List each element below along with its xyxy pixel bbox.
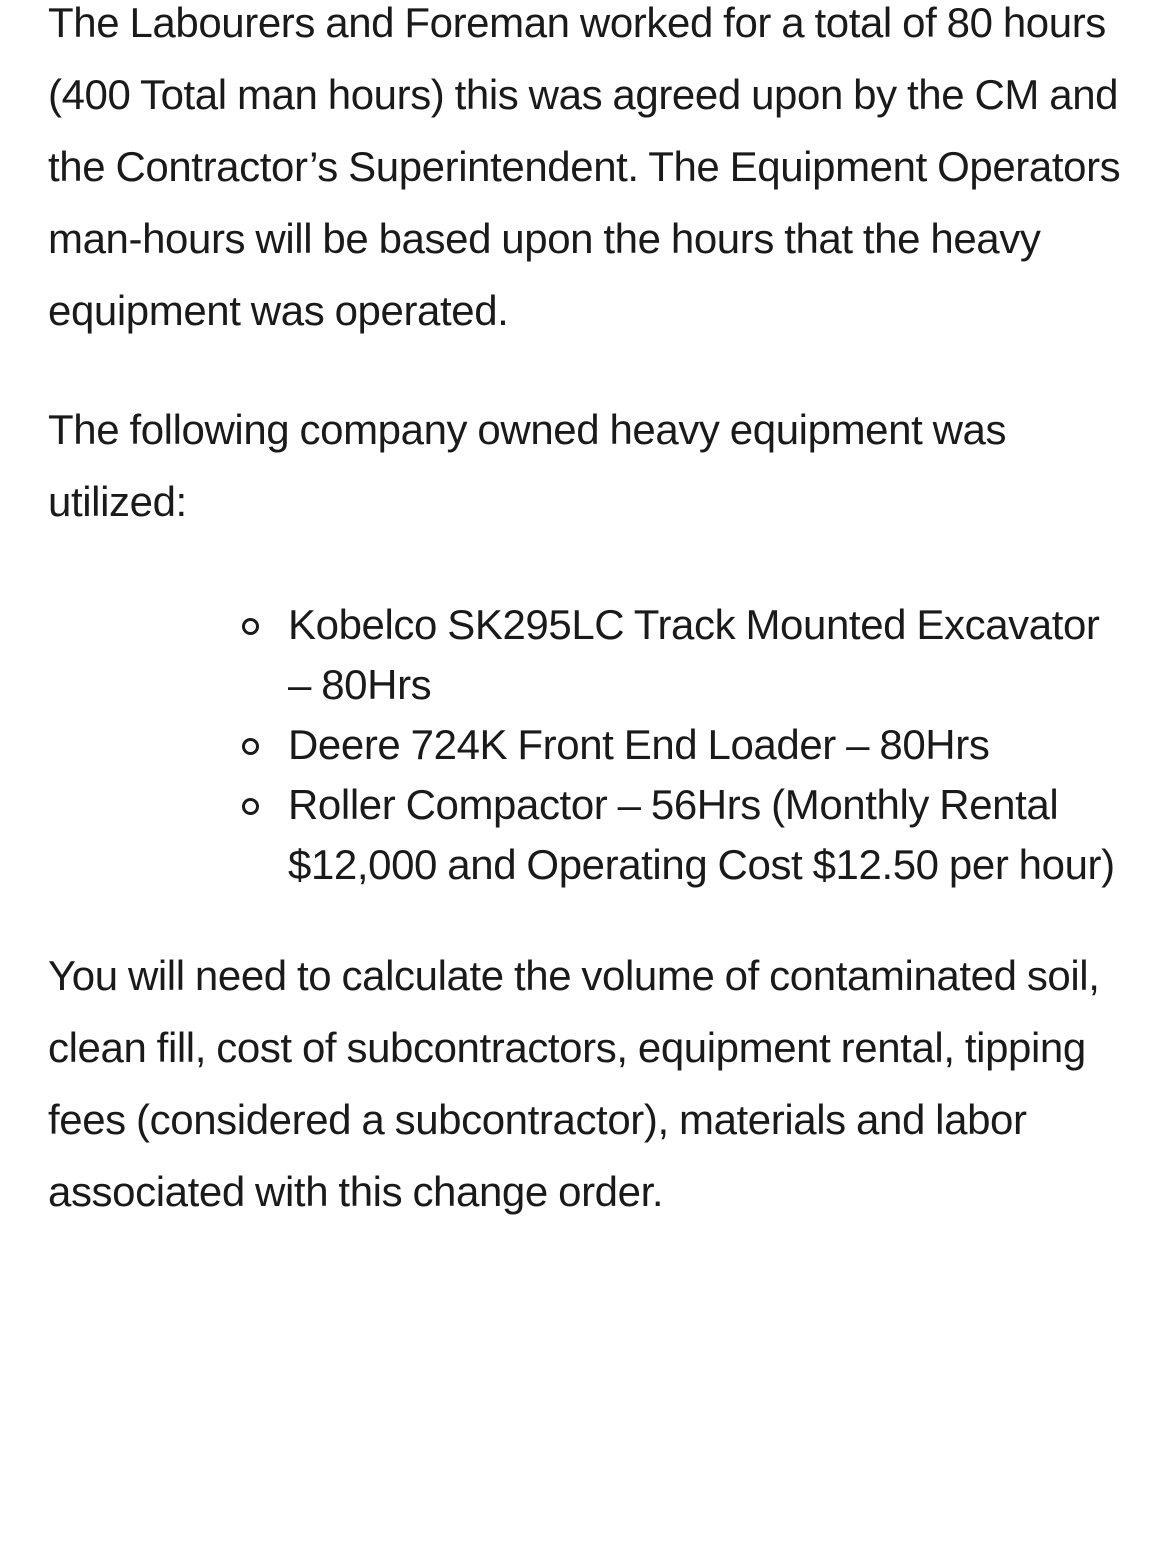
list-item-roller-compactor xyxy=(288,775,1128,895)
hollow-bullet-icon xyxy=(242,798,259,815)
list-item-excavator xyxy=(288,595,1128,715)
equipment-list xyxy=(48,595,1128,895)
list-item-loader xyxy=(288,715,1128,775)
list-item-text: Roller Compactor – 56Hrs (Monthly Rental $12,000 and Operating Cost $12.50 per hour) xyxy=(288,781,1115,888)
list-item-text: Deere 724K Front End Loader – 80Hrs xyxy=(288,721,990,768)
paragraph-calculation-instructions: You will need to calculate the volume of contaminated soil, clean fill, cost of subcontractors, equipment rental, tipping fees (considered a subcontractor), materials and labor associated with this change order. xyxy=(48,952,1100,1215)
document-body xyxy=(48,0,1128,1228)
hollow-bullet-icon xyxy=(242,738,259,755)
paragraph-equipment-intro: The following company owned heavy equipment was utilized: xyxy=(48,406,1007,525)
hollow-bullet-icon xyxy=(242,618,259,635)
list-item-text: Kobelco SK295LC Track Mounted Excavator – 80Hrs xyxy=(288,601,1100,708)
paragraph-labour-hours: The Labourers and Foreman worked for a total of 80 hours (400 Total man hours) this was agreed upon by the CM and the Contractor’s Superintendent. The Equipment Operators man-hours will be based upon the hours that the heavy equipment was operated. xyxy=(48,0,1121,334)
